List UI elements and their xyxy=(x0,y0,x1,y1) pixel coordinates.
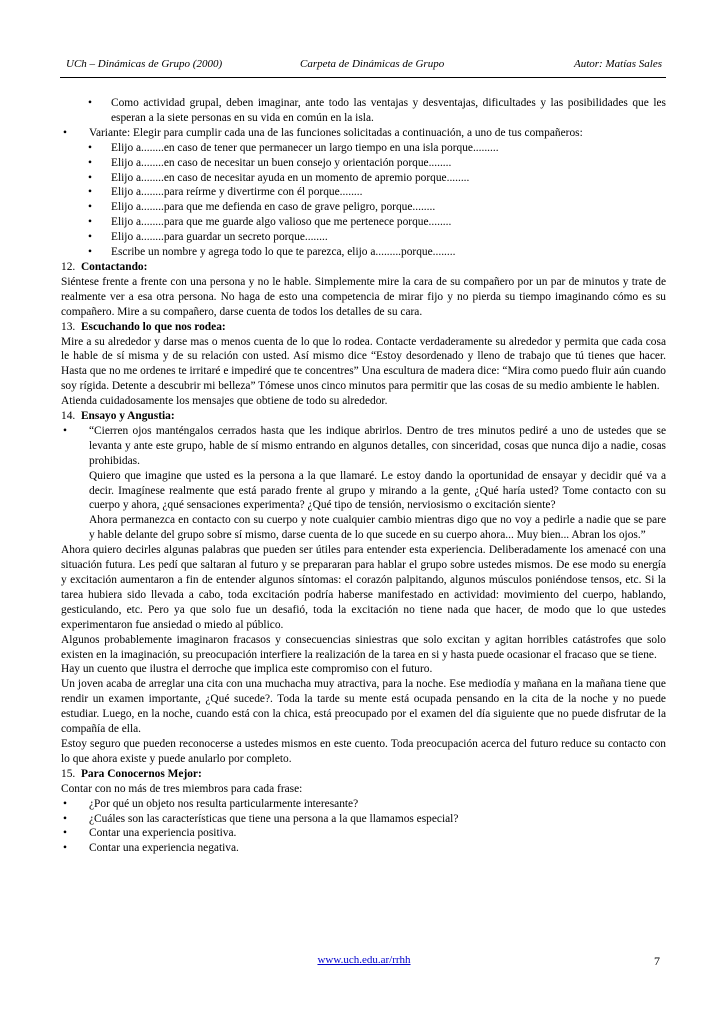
section-12-text: Siéntese frente a frente con una persona y no le hable. Simplemente mire la cara de su compañero por un par de minutos y trate de realmente ver a esa otra persona. No haga de esto una competencia de mirar fijo y no pierda su tiempo imaginando cómo es su compañero. Mire a su compañero, darse cuenta de todos los detalles de su cara. xyxy=(61,275,666,318)
variant-list xyxy=(61,126,666,141)
section-title: Ensayo y Angustia: xyxy=(80,410,175,423)
footer-link[interactable]: www.uch.edu.ar/rrhh xyxy=(317,954,411,966)
instruction-paragraph: Quiero que imagine que usted es la persona a la que llamaré. Le estoy dando la oportunidad de ensayar y decidir qué va a decir. Imagínese realmente que está parado frente al grupo y mirando a la gente, ¿Qué haría usted? Tome contacto con su cuerpo y ahora, ¿qué sensaciones experimenta? ¿Qué tipo de tensión, nerviosismo o excitación siente? xyxy=(89,469,666,512)
section-14-list xyxy=(61,424,666,543)
instruction-paragraph: • “Cierren ojos manténgalos cerrados hasta que les indique abrirlos. Dentro de tres minutos pediré a uno de ustedes que se levanta y ante este grupo, hable de sí mismo entrando en algunos detalles, con sinceridad, cosas que nunca dijo a nadie, cosas prohibidas. xyxy=(89,424,666,467)
section-number: 14. xyxy=(61,410,76,423)
list-item: • Elijo a........para guardar un secreto porque........ xyxy=(61,230,666,245)
list-item xyxy=(61,424,666,543)
section-title: Contactando: xyxy=(80,260,148,273)
list-item: • ¿Por qué un objeto nos resulta particularmente interesante? xyxy=(61,797,666,812)
header-rule xyxy=(60,77,666,78)
section-14-paragraph: Estoy seguro que pueden reconocerse a ustedes mismos en este cuento. Toda preocupación acerca del futuro reduce su contacto con lo que ahora existe y puede anularlo por completo. xyxy=(61,737,666,765)
variant-text: Variante: Elegir para cumplir cada una de las funciones solicitadas a continuación, a uno de tus compañeros: xyxy=(89,126,583,139)
list-item: • Contar una experiencia negativa. xyxy=(61,841,666,856)
instruction-paragraph: Ahora permanezca en contacto con su cuerpo y note cualquier cambio mientras digo que no voy a pedirle a nadie que se pare y hable delante del grupo sobre sí mismo, darse cuenta de lo que sucede en su cuerpo ahora... Muy bien... Abran los ojos.” xyxy=(89,514,666,542)
page-number: 7 xyxy=(654,954,660,968)
list-item: • Escribe un nombre y agrega todo lo que te parezca, elijo a.........porque........ xyxy=(61,245,666,260)
section-number: 12. xyxy=(61,260,76,273)
section-14-paragraph: Ahora quiero decirles algunas palabras que pueden ser útiles para entender esta experiencia. Deliberadamente los amenacé con una situación futura. Les pedí que saltaran al futuro y se prepararan para hablar el grupo sobre ustedes mismos. De ese modo su energía y excitación aumentaron a fin de entender algunos síntomas: el corazón palpitando, algunos músculos poniéndose tensos, etc. Si la tarea hubiera sido llevada a cabo, toda excitación podría haberse manifestado en actividad: movimiento del cuerpo, hablando, gesticulando, etc. Pero ya que solo fue un desafió, toda la excitación no tiene nada que hacer, de modo que lo que ustedes experimentaron fue ansiedad o miedo al público. xyxy=(61,544,666,631)
section-12-heading xyxy=(61,260,666,275)
sub-bullet-list xyxy=(61,96,666,126)
list-item xyxy=(61,126,666,141)
section-15-intro: Contar con no más de tres miembros para cada frase: xyxy=(61,782,303,795)
variant-options-list xyxy=(61,141,666,260)
header-center: Carpeta de Dinámicas de Grupo xyxy=(300,58,445,70)
section-13-text: Mire a su alrededor y darse mas o menos cuenta de lo que lo rodea. Contacte verdaderamente su alrededor y permita que cada cosa le hable de sí misma y de su relación con usted. Así mismo dice “Estoy desordenado y lleno de trabajo que tú tienes que hacer. Hasta que no me ordenes te irritaré e impediré que te concentres” Una escultura de madera dice: “Mira como puedo fluir aún cuando soy rígida. Detente a descubrir mi belleza” Tómese unos cinco minutos para permitir que las cosas de su medio ambiente le hablen. xyxy=(61,335,666,393)
section-13-text-2: Atienda cuidadosamente los mensajes que obtiene de todo su alrededor. xyxy=(61,395,388,408)
section-14-heading xyxy=(61,409,666,424)
section-title: Escuchando lo que nos rodea: xyxy=(80,320,226,333)
list-item: • Elijo a........en caso de necesitar un buen consejo y orientación porque........ xyxy=(61,156,666,171)
section-15-heading xyxy=(61,767,666,782)
section-number: 13. xyxy=(61,320,76,333)
list-item: • Elijo a........para que me defienda en caso de grave peligro, porque........ xyxy=(61,200,666,215)
list-item: • ¿Cuáles son las características que tiene una persona a la que llamamos especial? xyxy=(61,812,666,827)
list-item: • Como actividad grupal, deben imaginar, ante todo las ventajas y desventajas, dificultades y las posibilidades que les esperan a la siete personas en su vida en común en la isla. xyxy=(61,96,666,126)
section-number: 15. xyxy=(61,767,76,780)
document-body xyxy=(61,96,666,856)
header-right: Autor: Matías Sales xyxy=(574,58,662,70)
section-title: Para Conocernos Mejor: xyxy=(80,767,202,780)
list-item: • Elijo a........en caso de necesitar ayuda en un momento de apremio porque........ xyxy=(61,171,666,186)
section-14-paragraph: Algunos probablemente imaginaron fracasos y consecuencias siniestras que solo excitan y agitan horribles catástrofes que solo existen en la imaginación, su preocupación interfiere la realización de la tarea en si y hasta puede ocasionar el fracaso que se tiene. xyxy=(61,633,666,661)
section-15-list xyxy=(61,797,666,857)
section-14-paragraph: Hay un cuento que ilustra el derroche que implica este compromiso con el futuro. xyxy=(61,663,433,676)
list-item: • Elijo a........en caso de tener que permanecer un largo tiempo en una isla porque......... xyxy=(61,141,666,156)
list-item: • Elijo a........para reírme y divertirme con él porque........ xyxy=(61,185,666,200)
list-item: • Elijo a........para que me guarde algo valioso que me pertenece porque........ xyxy=(61,215,666,230)
section-14-paragraph: Un joven acaba de arreglar una cita con una muchacha muy atractiva, para la noche. Ese mediodía y mañana en la mañana tiene que rendir un examen importante, ¿Qué sucede?. Toda la tarde su mente está ocupada pensando en la cita de la noche y no puede estudiar. Luego, en la noche, cuando está con la chica, está preocupado por el examen del día siguiente que no puede disfrutar de la compañía de ella. xyxy=(61,678,666,736)
page-header xyxy=(66,58,662,74)
header-left: UCh – Dinámicas de Grupo (2000) xyxy=(66,58,223,70)
list-item: • Contar una experiencia positiva. xyxy=(61,826,666,841)
section-13-heading xyxy=(61,320,666,335)
